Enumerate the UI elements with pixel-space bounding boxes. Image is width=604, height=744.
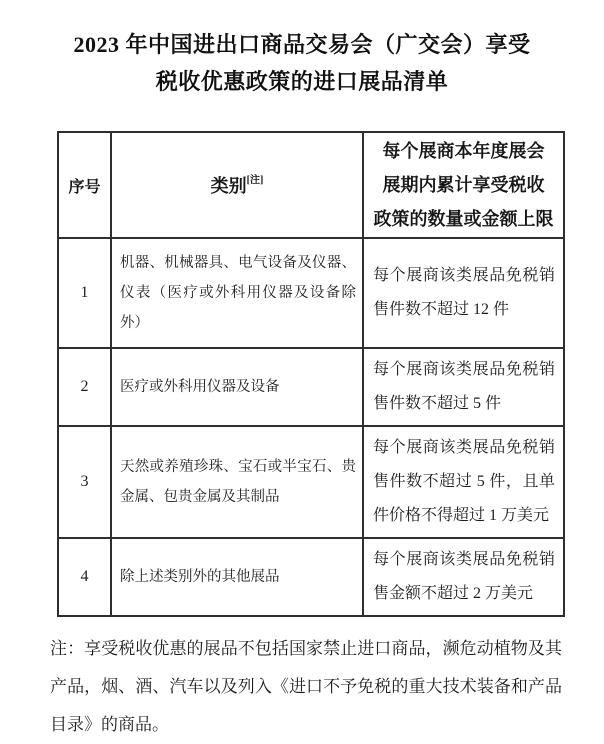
header-category-note-marker: [注] <box>246 175 264 186</box>
row2-category: 医疗或外科用仪器及设备 <box>111 348 363 426</box>
table-row <box>58 426 564 538</box>
row1-seq: 1 <box>58 238 111 348</box>
row4-category: 除上述类别外的其他展品 <box>111 538 363 616</box>
row3-category: 天然或养殖珍珠、宝石或半宝石、贵金属、包贵金属及其制品 <box>111 426 363 538</box>
header-seq: 序号 <box>58 132 111 238</box>
row3-limit: 每个展商该类展品免税销售件数不超过 5 件，且单件价格不得超过 1 万美元 <box>363 426 564 538</box>
page-title-line1: 2023 年中国进出口商品交易会（广交会）享受 <box>73 32 531 57</box>
row1-limit: 每个展商该类展品免税销售件数不超过 12 件 <box>363 238 564 348</box>
header-limit-line3: 政策的数量或金额上限 <box>373 209 554 229</box>
row2-seq: 2 <box>58 348 111 426</box>
exhibit-limits-table <box>57 131 565 617</box>
header-limit <box>363 132 564 238</box>
footnote: 注：享受税收优惠的展品不包括国家禁止进口商品，濒危动植物及其产品，烟、酒、汽车以及列入《进口不予免税的重大技术装备和产品目录》的商品。 <box>50 639 562 734</box>
table-row <box>58 348 564 426</box>
page-title <box>0 0 604 100</box>
header-category <box>111 132 363 238</box>
table-row <box>58 538 564 616</box>
row2-limit: 每个展商该类展品免税销售件数不超过 5 件 <box>363 348 564 426</box>
table-row <box>58 238 564 348</box>
row3-seq: 3 <box>58 426 111 538</box>
header-limit-line1: 每个展商本年度展会 <box>382 141 545 161</box>
row4-limit: 每个展商该类展品免税销售金额不超过 2 万美元 <box>363 538 564 616</box>
header-category-label: 类别 <box>210 176 247 196</box>
table-header-row <box>58 132 564 238</box>
row4-seq: 4 <box>58 538 111 616</box>
row1-category: 机器、机械器具、电气设备及仪器、仪表（医疗或外科用仪器及设备除外） <box>111 238 363 348</box>
page-title-line2: 税收优惠政策的进口展品清单 <box>155 69 449 94</box>
header-limit-line2: 展期内累计享受税收 <box>382 175 545 195</box>
